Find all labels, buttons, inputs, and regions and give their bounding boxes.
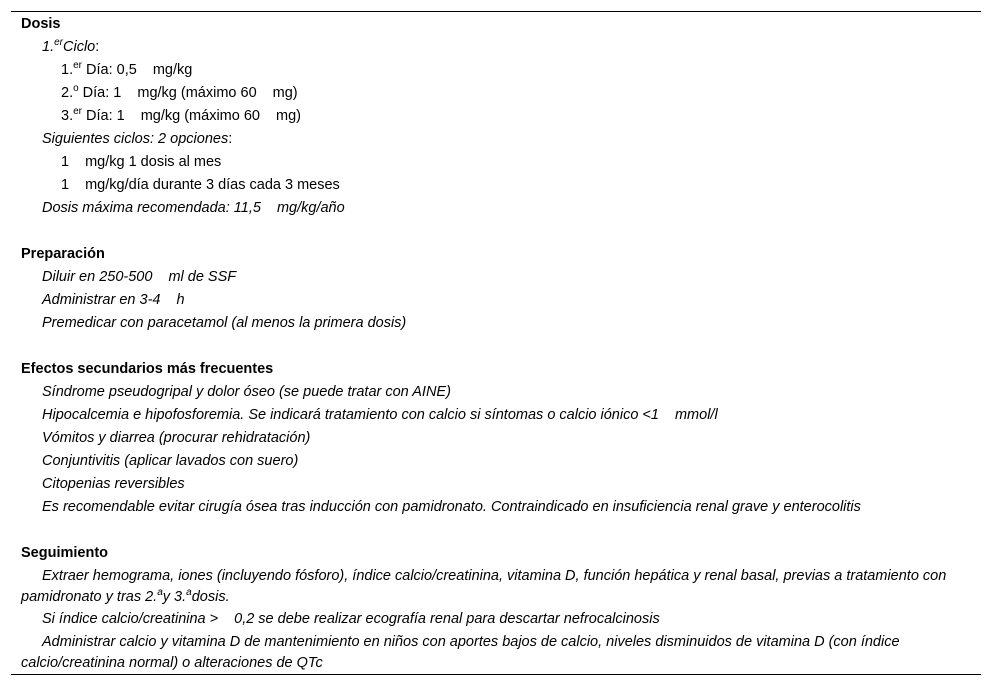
indice-text: Si índice calcio/creatinina > <box>42 611 219 627</box>
dia1-unit: mg/kg <box>152 62 193 78</box>
extraer-paragraph <box>21 566 971 608</box>
dia3-sup: er <box>73 106 82 117</box>
dia3-num: 3. <box>61 108 74 124</box>
efecto-item: Vómitos y diarrea (procurar rehidratación) <box>42 430 311 446</box>
dia2-num: 2. <box>61 85 74 101</box>
efecto-item: Conjuntivitis (aplicar lavados con suero) <box>42 453 299 469</box>
dia2-dose: Día: 1 <box>78 85 122 101</box>
dia2-line <box>21 82 971 105</box>
hipocalcemia-text: Hipocalcemia e hipofosforemia. Se indicará tratamiento con calcio si síntomas o calcio iónico <1 <box>42 407 659 423</box>
spacer <box>21 220 971 243</box>
opcion1-dose: 1 <box>61 154 70 170</box>
extraer-sup1: a <box>157 587 163 598</box>
indice-line <box>21 608 971 631</box>
ciclo1-colon: : <box>95 39 100 55</box>
diluir-line <box>21 266 971 289</box>
dia3-max-unit: mg) <box>275 108 301 124</box>
dia3-line <box>21 105 971 128</box>
maxima-text: Dosis máxima recomendada: 11,5 <box>42 200 261 216</box>
spacer <box>21 335 971 358</box>
extraer-sup2: a <box>186 587 192 598</box>
dia2-sup: o <box>73 83 79 94</box>
dia3-unit: mg/kg (máximo 60 <box>140 108 260 124</box>
dia3-dose: Día: 1 <box>82 108 125 124</box>
ciclo1-num: 1. <box>42 39 55 55</box>
table-content <box>21 13 971 674</box>
section-heading-efectos: Efectos secundarios más frecuentes <box>21 361 274 377</box>
opcion1-text: mg/kg 1 dosis al mes <box>85 154 222 170</box>
diluir-text: Diluir en 250-500 <box>42 269 153 285</box>
section-heading-dosis: Dosis <box>21 16 61 32</box>
siguientes-label: Siguientes ciclos: 2 opciones <box>42 131 229 147</box>
administrar-line <box>21 289 971 312</box>
dia1-dose: Día: 0,5 <box>82 62 137 78</box>
extraer-end: dosis. <box>191 589 230 605</box>
siguientes-line <box>21 128 971 151</box>
maxima-line <box>21 197 971 220</box>
diluir-unit: ml de SSF <box>168 269 237 285</box>
dia2-max-unit: mg) <box>272 85 298 101</box>
opcion2-text: mg/kg/día durante 3 días cada 3 meses <box>85 177 340 193</box>
opcion2-dose: 1 <box>61 177 70 193</box>
hipocalcemia-unit: mmol/l <box>674 407 718 423</box>
hipocalcemia-line <box>21 404 971 427</box>
protocol-table <box>11 11 981 675</box>
dia1-sup: er <box>73 60 82 71</box>
maxima-unit: mg/kg/año <box>276 200 345 216</box>
administrar-text: Administrar en 3-4 <box>42 292 161 308</box>
efecto-item: Citopenias reversibles <box>42 476 185 492</box>
ciclo1-sup: er <box>54 37 63 48</box>
efecto-item: Es recomendable evitar cirugía ósea tras inducción con pamidronato. Contraindicado en insuficiencia renal grave y enterocolitis <box>42 499 861 515</box>
ciclo1-label: Ciclo <box>63 39 96 55</box>
indice-rest: 0,2 se debe realizar ecografía renal para descartar nefrocalcinosis <box>234 611 660 627</box>
opcion2-line <box>21 174 971 197</box>
administrar-unit: h <box>176 292 185 308</box>
section-heading-preparacion: Preparación <box>21 246 105 262</box>
dia1-line <box>21 59 971 82</box>
section-heading-seguimiento: Seguimiento <box>21 545 109 561</box>
ciclo1-line <box>21 36 971 59</box>
efecto-item: Síndrome pseudogripal y dolor óseo (se puede tratar con AINE) <box>42 384 451 400</box>
dia2-unit: mg/kg (máximo 60 <box>137 85 257 101</box>
administrar-paragraph: Administrar calcio y vitamina D de mantenimiento en niños con aportes bajos de calcio, niveles disminuidos de vitamina D (con índice calcio/creatinina normal) o alteraciones de QTc <box>21 634 900 671</box>
extraer-mid: y 3. <box>162 589 187 605</box>
siguientes-colon: : <box>228 131 233 147</box>
extraer-text: Extraer hemograma, iones (incluyendo fósforo), índice calcio/creatinina, vitamina D, función hepática y renal basal, previas a tratamiento con pamidronato y tras 2. <box>21 568 947 605</box>
spacer <box>21 519 971 542</box>
opcion1-line <box>21 151 971 174</box>
premedicar-line: Premedicar con paracetamol (al menos la primera dosis) <box>42 315 407 331</box>
dia1-num: 1. <box>61 62 74 78</box>
